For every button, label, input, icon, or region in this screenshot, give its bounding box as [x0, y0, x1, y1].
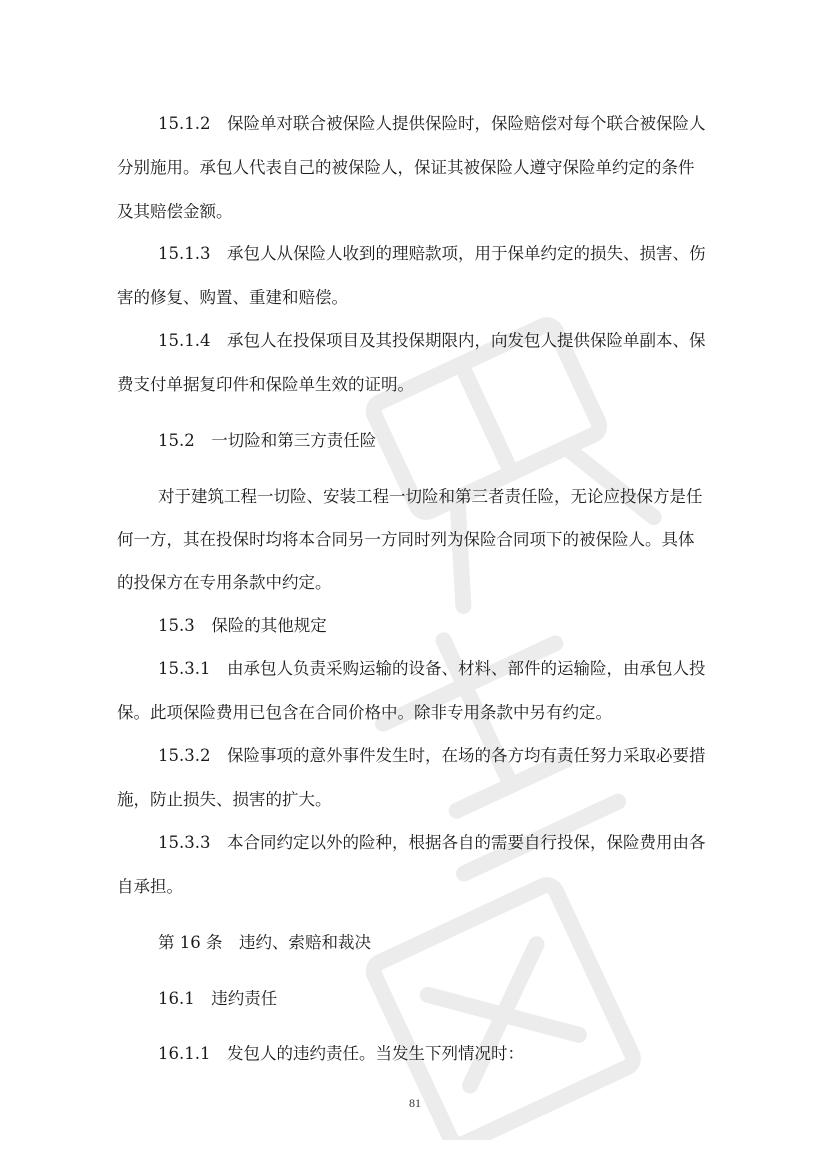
paragraph-line: 费支付单据复印件和保险单生效的证明。: [117, 375, 414, 394]
paragraph-line: 分别施用。承包人代表自己的被保险人，保证其被保险人遵守保险单约定的条件: [117, 158, 695, 177]
paragraph-line: 15.3.2 保险事项的意外事件发生时，在场的各方均有责任努力采取必要措: [158, 746, 706, 765]
paragraph-line: 15.1.4 承包人在投保项目及其投保期限内，向发包人提供保险单副本、保: [158, 331, 706, 350]
paragraph-line: 16.1.1 发包人的违约责任。当发生下列情况时：: [158, 1044, 524, 1063]
paragraph-line: 对于建筑工程一切险、安装工程一切险和第三者责任险，无论应投保方是任: [158, 487, 703, 506]
chapter-heading: 第 16 条 违约、索赔和裁决: [158, 933, 371, 952]
paragraph-line: 自承担。: [117, 877, 183, 896]
paragraph-line: 施，防止损失、损害的扩大。: [117, 790, 332, 809]
paragraph-line: 及其赔偿金额。: [117, 202, 233, 221]
page-number: 81: [409, 1096, 421, 1110]
paragraph-line: 15.3.1 由承包人负责采购运输的设备、材料、部件的运输险，由承包人投: [158, 659, 706, 678]
paragraph-line: 15.3.3 本合同约定以外的险种，根据各自的需要自行投保，保险费用由各: [158, 833, 706, 852]
paragraph-line: 保。此项保险费用已包含在合同价格中。除非专用条款中另有约定。: [117, 703, 612, 722]
section-heading: 15.3 保险的其他规定: [158, 616, 327, 635]
paragraph-line: 的投保方在专用条款中约定。: [117, 573, 332, 592]
paragraph-line: 何一方，其在投保时均将本合同另一方同时列为保险合同项下的被保险人。具体: [117, 530, 695, 549]
paragraph-line: 15.1.3 承包人从保险人收到的理赔款项，用于保单约定的损失、损害、伤: [158, 244, 706, 263]
section-heading: 15.2 一切险和第三方责任险: [158, 431, 377, 450]
paragraph-line: 害的修复、购置、重建和赔偿。: [117, 288, 348, 307]
paragraph-line: 15.1.2 保险单对联合被保险人提供保险时，保险赔偿对每个联合被保险人: [158, 114, 706, 133]
section-heading: 16.1 违约责任: [158, 989, 278, 1008]
